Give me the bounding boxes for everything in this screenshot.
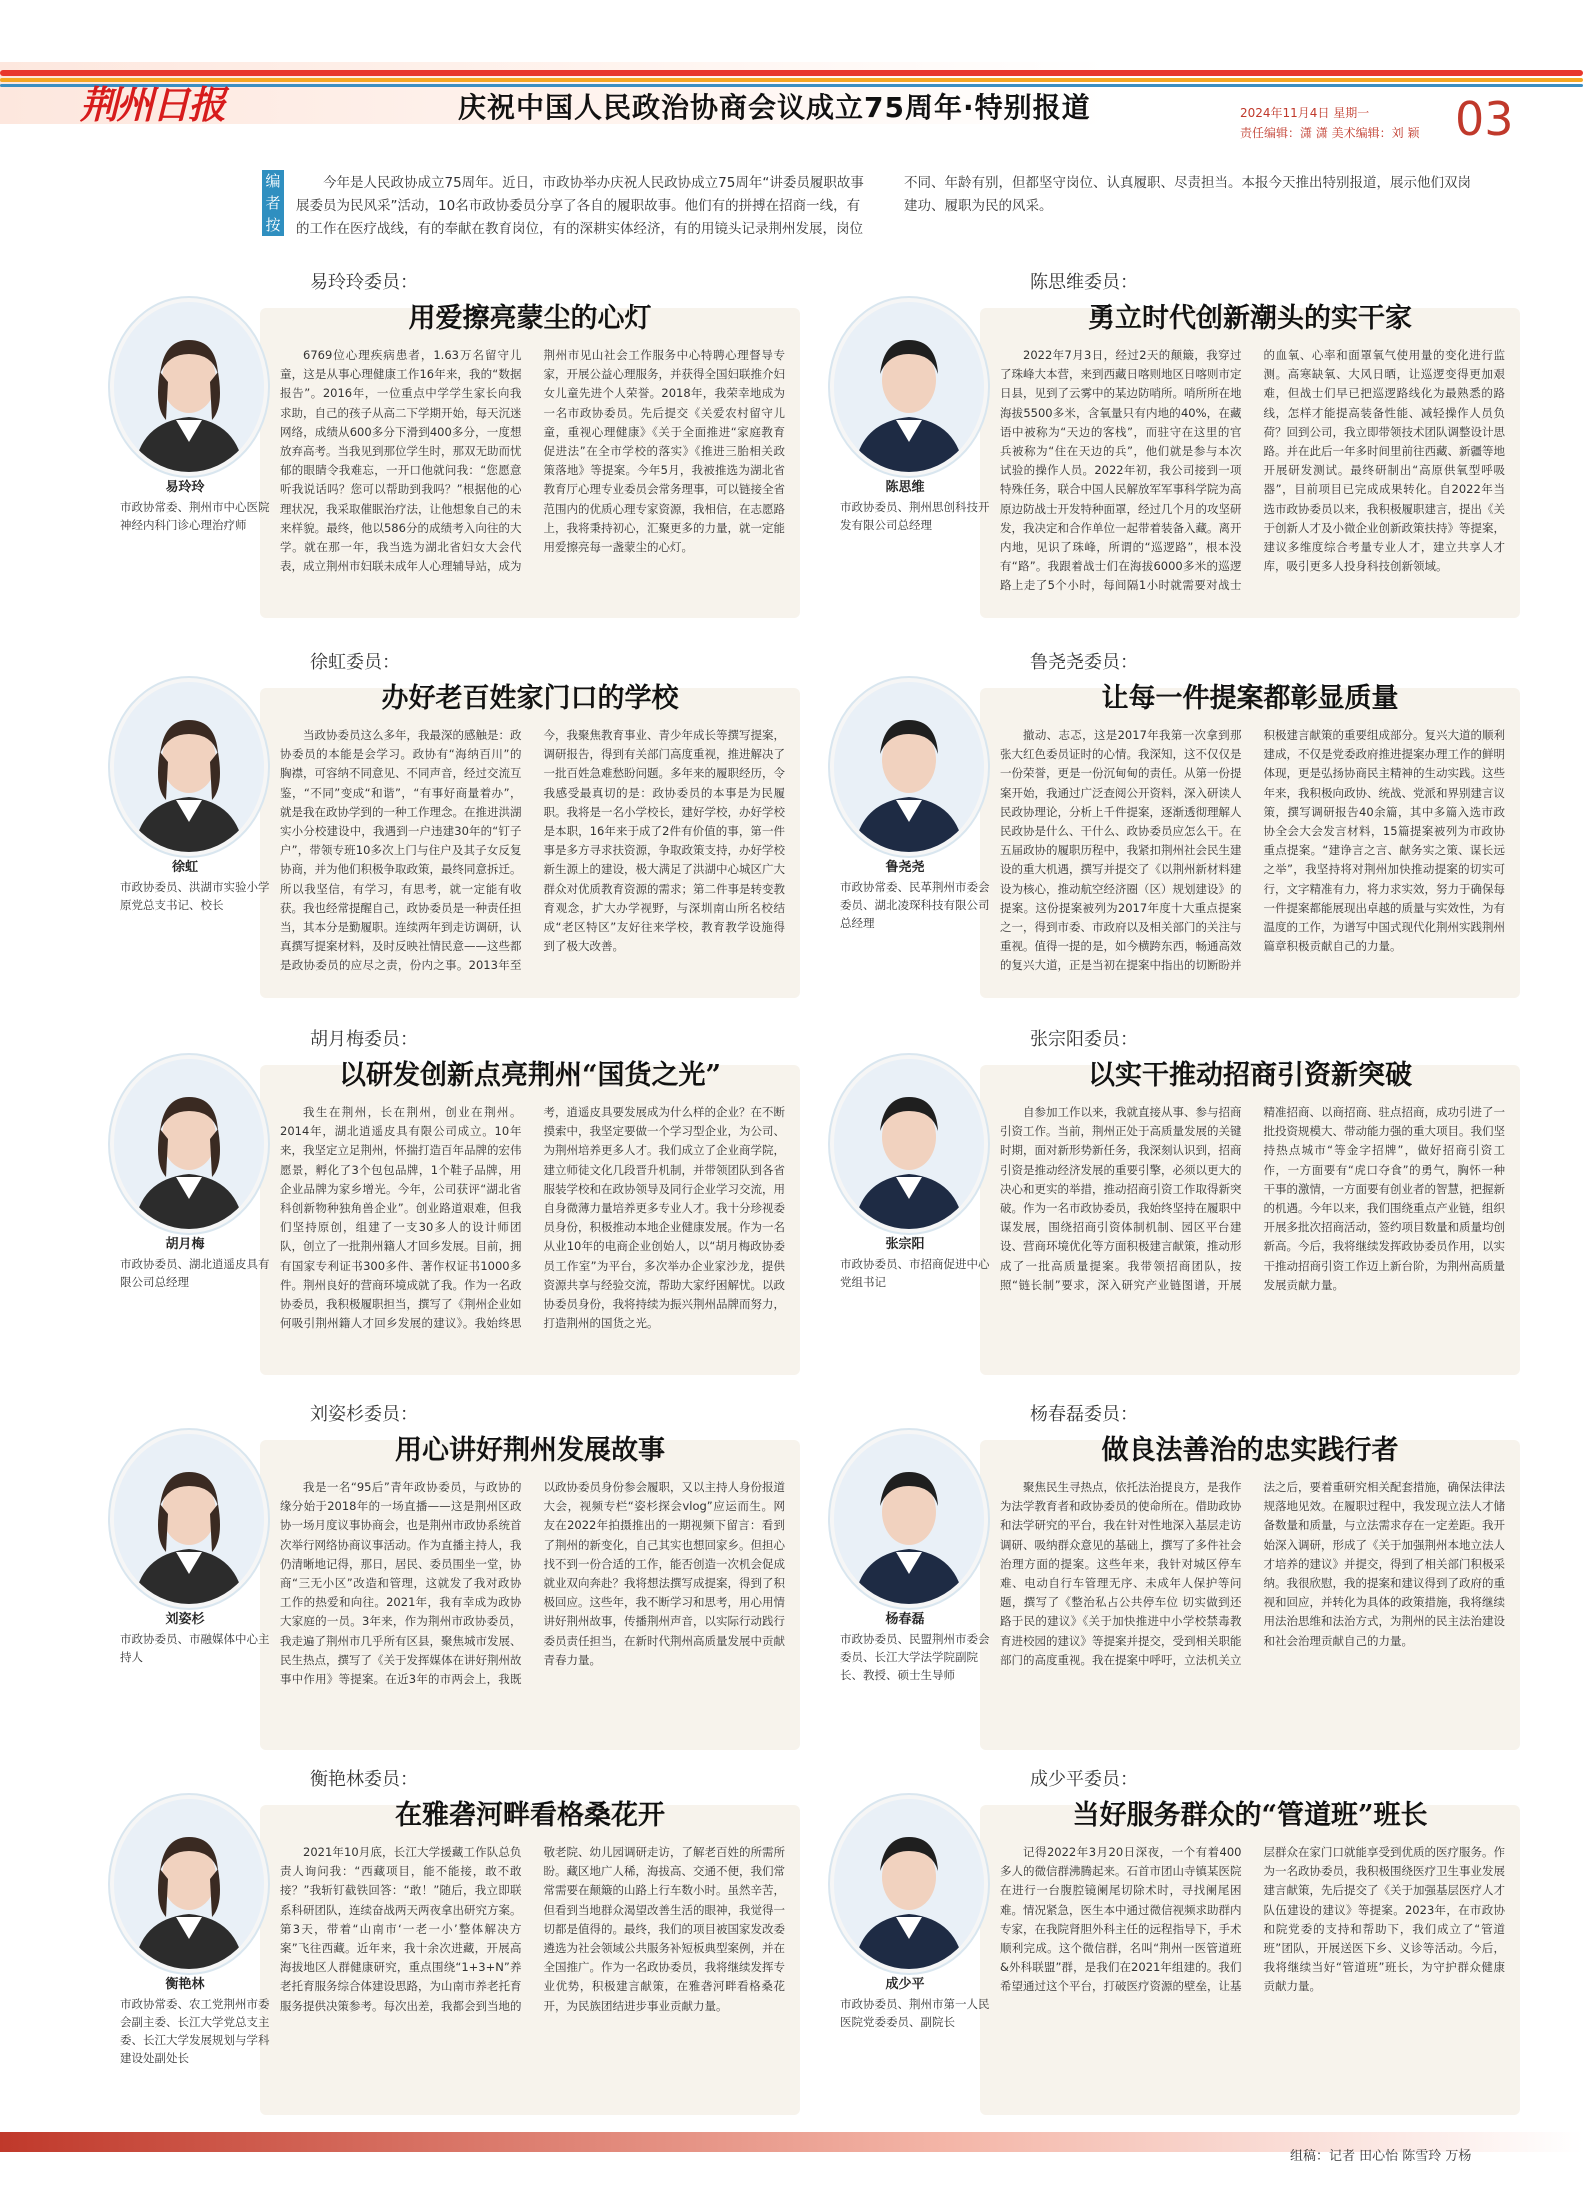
member-label: 易玲玲委员： (310, 272, 418, 293)
masthead-orange-stripe (0, 78, 1583, 82)
portrait-frame (100, 1785, 270, 1965)
person-name: 鲁尧尧 (885, 860, 925, 875)
editor-note-tag: 编者按 (262, 170, 284, 236)
portrait-illustration (834, 1799, 984, 1969)
profile-card (820, 1025, 1520, 1400)
person-name: 衡艳林 (165, 1977, 205, 1992)
person-name: 张宗阳 (885, 1237, 925, 1252)
member-label: 刘姿杉委员： (310, 1404, 418, 1425)
portrait-frame (820, 1420, 990, 1600)
member-label: 胡月梅委员： (310, 1029, 418, 1050)
portrait-photo (110, 678, 268, 856)
issue-date: 2024年11月4日 星期一 (1240, 106, 1370, 120)
article-body: 6769位心理疾病患者，1.63万名留守儿童，这是从事心理健康工作16年来，我的“数据报告”。2016年，一位重点中学学生家长向我求助，自己的孩子从高二下学期开始，每天沉迷网络，成绩从600多分下滑到400多分，一度想放弃高考。当我见到那位学生时，那双无助而忧郁的眼睛令我难忘，一开口他就问我：“您愿意听我说话吗？您可以帮助到我吗？”根据他的心理状况，我采取催眠治疗法，让他想象自己的未来样貌。最终，他以586分的成绩考入向往的大学。就在那一年，我当选为湖北省妇女大会代表，成立荆州市妇联未成年人心理辅导站，成为荆州市见山社会工作服务中心特聘心理督导专家，开展公益心理服务，并获得全国妇联推介妇女儿童先进个人荣誉。2018年，我荣幸地成为一名市政协委员。先后提交《关爱农村留守儿童，重视心理健康》《关于全面推进“家庭教育促进法”在全市学校的落实》《推进三胎相关政策落地》等提案。今年5月，我被推选为湖北省教育厅心理专业委员会常务理事，可以链接全省范围内的优质心理专家资源，我相信，在志愿路上，我将秉持初心，汇聚更多的力量，就一定能用爱擦亮每一盏蒙尘的心灯。 (280, 348, 785, 574)
portrait-illustration (114, 682, 264, 852)
portrait-illustration (114, 1434, 264, 1604)
member-label: 成少平委员： (1030, 1769, 1138, 1790)
article-body: 记得2022年3月20日深夜，一个有着400多人的微信群沸腾起来。石首市团山寺镇某医院在进行一台腹腔镜阑尾切除术时，寻找阑尾困难。情况紧急，医生本中通过微信视频求助群内专家，在我院肾胆外科主任的远程指导下，手术顺利完成。这个微信群，名叫“荆州一医管道班&外科联盟”群，是我们在2021年组建的。我们希望通过这个平台，打破医疗资源的壁垒，让基层群众在家门口就能享受到优质的医疗服务。作为一名政协委员，我积极围绕医疗卫生事业发展建言献策，先后提交了《关于加强基层医疗人才队伍建设的建议》等提案。2023年，在市政协和院党委的支持和帮助下，我们成立了“管道班”团队，开展送医下乡、义诊等活动。今后，我将继续当好“管道班”班长，为守护群众健康贡献力量。 (1000, 1845, 1505, 1994)
profile-card (100, 1400, 800, 1775)
portrait-photo (110, 1430, 268, 1608)
person-position: 市政协常委、农工党荆州市委会副主委、长江大学党总支主委、长江大学发展规划与学科建设处副处长 (120, 1997, 270, 2065)
masthead-red-stripe (0, 70, 1583, 76)
article-body: 2021年10月底，长江大学援藏工作队总负责人询问我：“西藏项目，能不能接，敢不敢接？”我斩钉截铁回答：“敢！”随后，我立即联系科研团队，连续奋战两天两夜拿出研究方案。第3天，带着“山南市‘一老一小’整体解决方案”飞往西藏。近年来，我十余次进藏，开展高海拔地区人群健康研究，重点围绕“1+3+N”养老托育服务综合体建设思路，为山南市养老托育服务提供决策参考。每次出差，我都会到当地的敬老院、幼儿园调研走访，了解老百姓的所需所盼。藏区地广人稀，海拔高、交通不便，我们常常需要在颠簸的山路上行车数小时。虽然辛苦，但看到当地群众渴望改善生活的眼神，我觉得一切都是值得的。最终，我们的项目被国家发改委遴选为社会领域公共服务补短板典型案例，并在全国推广。作为一名政协委员，我将继续发挥专业优势，积极建言献策，在雅砻河畔看格桑花开，为民族团结进步事业贡献力量。 (280, 1845, 785, 2013)
portrait-photo (110, 1055, 268, 1233)
page-number: 03 (1455, 92, 1514, 146)
article-headline: 以研发创新点亮荆州“国货之光” (338, 1060, 722, 1091)
person-position: 市政协委员、荆州市第一人民医院党委委员、副院长 (840, 1997, 990, 2029)
person-position: 市政协常委、荆州市中心医院神经内科门诊心理治疗师 (120, 500, 270, 532)
person-position: 市政协常委、民革荆州市委会委员、湖北凌琛科技有限公司总经理 (840, 880, 990, 930)
member-label: 鲁尧尧委员： (1030, 652, 1138, 673)
portrait-frame (820, 668, 990, 848)
portrait-illustration (114, 1799, 264, 1969)
profile-card (100, 1025, 800, 1400)
article-headline: 当好服务群众的“管道班”班长 (1072, 1800, 1428, 1831)
portrait-frame (100, 288, 270, 468)
profile-card (100, 1765, 800, 2140)
portrait-photo (110, 298, 268, 476)
article-headline: 在雅砻河畔看格桑花开 (395, 1800, 665, 1831)
article-body: 自参加工作以来，我就直接从事、参与招商引资工作。当前，荆州正处于高质量发展的关键时期，面对新形势新任务，我深刻认识到，招商引资是推动经济发展的重要引擎，必须以更大的决心和更实的举措，推动招商引资工作取得新突破。作为一名市政协委员，我始终坚持在履职中谋发展，围绕招商引资体制机制、园区平台建设、营商环境优化等方面积极建言献策，推动形成了一批高质量提案。我带领招商团队，按照“链长制”要求，深入研究产业链图谱，开展精准招商、以商招商、驻点招商，成功引进了一批投资规模大、带动能力强的重大项目。我们坚持热点城市“等金字招牌”，做好招商引资工作，一方面要有“虎口夺食”的勇气，胸怀一种干事的激情，一方面要有创业者的智慧，把握新的机遇。今年以来，我们围绕重点产业链，组织开展多批次招商活动，签约项目数量和质量均创新高。今后，我将继续发挥政协委员作用，以实干推动招商引资工作迈上新台阶，为荆州高质量发展贡献力量。 (1000, 1105, 1505, 1292)
portrait-frame (100, 668, 270, 848)
member-label: 陈思维委员： (1030, 272, 1138, 293)
person-position: 市政协委员、市招商促进中心党组书记 (840, 1257, 990, 1289)
portrait-illustration (834, 1434, 984, 1604)
person-name: 刘姿杉 (165, 1612, 205, 1627)
article-body: 撤动、志忑，这是2017年我第一次拿到那张大红色委员证时的心情。我深知，这不仅仅是一份荣誉，更是一份沉甸甸的责任。从第一份提案开始，我通过广泛查阅公开资料，深入研读人民政协理论，分析上千件提案，逐渐透彻理解人民政协是什么、干什么、政协委员应怎么干。在五届政协的履职历程中，我紧扣荆州社会民生建设的重大机遇，撰写并提交了《以荆州新材料建设为核心，推动航空经济圈（区）规划建设》的提案。这份提案被列为2017年度十大重点提案之一，得到市委、市政府以及相关部门的关注与重视。值得一提的是，如今横跨东西，畅通高效的复兴大道，正是当初在提案中指出的切断盼并积极建言献策的重要组成部分。复兴大道的顺利建成，不仅是党委政府推进提案办理工作的鲜明体现，更是弘扬协商民主精神的生动实践。这些年来，我积极向政协、统战、党派和界别建言议策，撰写调研报告40余篇，其中多篇入选市政协全会大会发言材料，15篇提案被列为市政协重点提案。“建诤言之言、献务实之策、谋长远之举”，我坚持将对荆州加快推动提案的切实可行，文字精准有力，将力求实效，努力于确保每一件提案都能展现出卓越的质量与实效性，为有温度的工作，为谱写中国式现代化荆州实践荆州篇章积极贡献自己的力量。 (1000, 728, 1505, 973)
newspaper-logo: 荆州日报 (80, 82, 225, 127)
profile-card (100, 268, 800, 643)
person-name: 徐虹 (171, 860, 198, 875)
article-body: 2022年7月3日，经过2天的颠簸，我穿过了珠峰大本营，来到西藏日喀则地区日喀则市定日县，见到了云雾中的某边防哨所。哨所所在地海拔5500多米，含氧量只有内地的40%，在藏语中被称为“天边的客栈”，而驻守在这里的官兵被称为“住在天边的兵”，他们就是参与本次试验的操作人员。2022年初，我公司接到一项特殊任务，联合中国人民解放军军事科学院为高原边防战士开发特种面罩，经过几个月的攻坚研发，我决定和合作单位一起带着装备入藏。离开内地，见识了珠峰，所谓的“巡逻路”，根本没有“路”。我跟着战士们在海拔6000多米的巡逻路上走了5个小时，每间隔1小时就需要对战士的血氧、心率和面罩氧气使用量的变化进行监测。高寒缺氧、大风日晒，让巡逻变得更加艰难，但战士们早已把巡逻路线化为最熟悉的路线，怎样才能提高装备性能、减轻操作人员负荷？回到公司，我立即带领技术团队调整设计思路。并在此后一年多时间里前往西藏、新疆等地开展研发测试。最终研制出“高原供氧型呼吸器”，目前项目已完成成果转化。自2022年当选市政协委员以来，我积极履职建言，提出《关于创新人才及小微企业创新政策扶持》等提案，建议多维度综合考量专业人才，建立共享人才库，吸引更多人投身科技创新领域。 (1000, 348, 1505, 593)
portrait-frame (100, 1420, 270, 1600)
portrait-photo (830, 1430, 988, 1608)
member-label: 杨春磊委员： (1030, 1404, 1138, 1425)
article-headline: 用心讲好荆州发展故事 (395, 1435, 665, 1466)
editor-note-text: 今年是人民政协成立75周年。近日，市政协举办庆祝人民政协成立75周年“讲委员履职故事 展委员为民风采”活动，10名市政协委员分享了各自的履职故事。他们有的拼搏在招商一线，有的工作在医疗战线，有的奉献在教育岗位，有的深耕实体经济，有的用镜头记录荆州发展，岗位不同、年龄有别，但都坚守岗位、认真履职、尽责担当。本报今天推出特别报道，展示他们双岗建功、履职为民的风采。 (296, 175, 1471, 237)
portrait-illustration (114, 302, 264, 472)
profile-card (100, 648, 800, 1023)
person-name: 易玲玲 (165, 480, 205, 495)
person-position: 市政协委员、洪湖市实验小学原党总支书记、校长 (120, 880, 270, 912)
person-name: 陈思维 (885, 480, 925, 495)
article-headline: 以实干推动招商引资新突破 (1088, 1060, 1412, 1091)
person-name: 胡月梅 (165, 1237, 205, 1252)
profile-card (820, 1765, 1520, 2140)
portrait-frame (820, 1045, 990, 1225)
member-label: 徐虹委员： (310, 652, 400, 673)
person-name: 杨春磊 (885, 1612, 925, 1627)
editor-credits: 责任编辑：潇 潇 美术编辑：刘 颖 (1240, 126, 1420, 140)
portrait-photo (110, 1795, 268, 1973)
portrait-photo (830, 678, 988, 856)
portrait-frame (820, 288, 990, 468)
article-headline: 勇立时代创新潮头的实干家 (1088, 303, 1412, 334)
person-position: 市政协委员、市融媒体中心主持人 (120, 1632, 270, 1664)
portrait-illustration (834, 1059, 984, 1229)
article-body: 当政协委员这么多年，我最深的感触是：政协委员的本能是会学习。政协有“海纳百川”的胸襟，可容纳不同意见、不同声音，经过交流互鉴，“不同”变成“和谐”，“有事好商量着办”，就是我在政协学到的一种工作理念。在推进洪湖实小分校建设中，我遇到一户违建30年的“钉子户”，带领专班10多次上门与住户及其子女反复协商，并为他们积极争取政策，最终同意拆迁。所以我坚信，有学习，有思考，就一定能有收获。我也经常提醒自己，政协委员是一种责任担当，其本分是勤履职。连续两年到走访调研，认真撰写提案材料，及时反映社情民意——这些都是政协委员的应尽之责，份内之事。2013年至今，我聚焦教育事业、青少年成长等撰写提案，调研报告，得到有关部门高度重视，推进解决了一批百姓急难愁盼问题。多年来的履职经历，令我感受最真切的是：政协委员的本事是为民履职。我将是一名小学校长，建好学校，办好学校是本职，16年来于成了2件有价值的事，第一件事是多方寻求扶资源，争取政策支持，办好学校新生源上的建设，极大满足了洪湖中心城区广大群众对优质教育资源的需求；第二件事是转变教育观念，扩大办学视野，与深圳南山所名校结成“老区特区”友好往来学校，教育教学设施得到了极大改善。 (280, 728, 785, 973)
person-position: 市政协委员、民盟荆州市委会委员、长江大学法学院副院长、教授、硕士生导师 (840, 1632, 990, 1682)
portrait-photo (830, 298, 988, 476)
portrait-photo (830, 1795, 988, 1973)
portrait-illustration (114, 1059, 264, 1229)
portrait-illustration (834, 302, 984, 472)
portrait-frame (100, 1045, 270, 1225)
person-name: 成少平 (885, 1977, 925, 1992)
portrait-photo (830, 1055, 988, 1233)
article-headline: 做良法善治的忠实践行者 (1101, 1435, 1399, 1466)
person-position: 市政协委员、荆州思创科技开发有限公司总经理 (840, 500, 990, 532)
footer-credits: 组稿：记者 田心怡 陈雪玲 万杨 (1290, 2149, 1472, 2164)
banner-title: 庆祝中国人民政治协商会议成立75周年·特别报道 (458, 91, 1091, 124)
profile-card (820, 268, 1520, 643)
profile-card (820, 1400, 1520, 1775)
person-position: 市政协委员、湖北逍遥皮具有限公司总经理 (120, 1257, 270, 1289)
profile-card (820, 648, 1520, 1023)
article-body: 我生在荆州，长在荆州，创业在荆州。2014年，湖北逍遥皮具有限公司成立。10年来，我坚定立足荆州，怀揣打造百年品牌的宏伟愿景，孵化了3个包包品牌，1个鞋子品牌，用企业品牌为家乡增光。今年，公司获评“湖北省科创新物种独角兽企业”。创业路道艰难，但我们坚持原创，组建了一支30多人的设计师团队，创立了一批荆州籍人才回乡发展。目前，拥有国家专利证书300多件、著作权证书1000多件。荆州良好的营商环境成就了我。作为一名政协委员，我积极履职担当，撰写了《荆州企业如何吸引荆州籍人才回乡发展的建议》。我始终思考，逍遥皮具要发展成为什么样的企业？在不断摸索中，我坚定要做一个学习型企业，为公司、为荆州培养更多人才。我们成立了企业商学院，建立师徒文化几段晋升机制，并带领团队到各省服装学校和在政协领导及同行企业学习交流，用自身微薄力量培养更多专业人才。我十分珍视委员身份，积极推动本地企业健康发展。作为一名从业10年的电商企业创始人，以“胡月梅政协委员工作室”为平台，多次举办企业家沙龙，提供资源共享与经验交流，帮助大家纾困解忧。以政协委员身份，我将持续为振兴荆州品牌而努力，打造荆州的国货之光。 (280, 1105, 785, 1331)
portrait-illustration (834, 682, 984, 852)
member-label: 衡艳林委员： (310, 1769, 418, 1790)
portrait-frame (820, 1785, 990, 1965)
article-body: 我是一名“95后”青年政协委员，与政协的缘分始于2018年的一场直播——这是荆州区政协一场月度议事协商会，也是荆州市政协系统首次举行网络协商议事活动。作为直播主持人，我仍清晰地记得，那日，居民、委员围坐一堂，协商“三无小区”改造和管理，这就发了我对政协工作的热爱和向往。2021年，我有幸成为政协大家庭的一员。3年来，作为荆州市政协委员，我走遍了荆州市几乎所有区县，聚焦城市发展、民生热点，撰写了《关于发挥媒体在讲好荆州故事中作用》等提案。在近3年的市两会上，我既以政协委员身份参会履职，又以主持人身份报道大会，视频专栏“姿杉探会vlog”应运而生。网友在2022年拍摄推出的一期视频下留言：看到了荆州的新变化，自己其实也想回家乡。但担心找不到一份合适的工作，能否创造一次机会促成就业双向奔赴？我将想法撰写成提案，得到了积极回应。这些年，我不断学习和思考，用心用情讲好荆州故事，传播荆州声音，以实际行动践行委员责任担当，在新时代荆州高质量发展中贡献青春力量。 (280, 1480, 785, 1687)
article-headline: 让每一件提案都彰显质量 (1101, 683, 1399, 714)
article-body: 聚焦民生寻热点，依托法治提良方，是我作为法学教育者和政协委员的使命所在。借助政协和法学研究的平台，我在针对性地深入基层走访调研、吸纳群众意见的基础上，撰写了多件社会治理方面的提案。这些年来，我针对城区停车难、电动自行车管理无序、未成年人保护等问题，撰写了《整治私占公共停车位 切实做到还路于民的建议》《关于加快推进中小学校禁毒教育进校园的建议》等提案并提交，受到相关职能部门的高度重视。我在提案中呼吁，立法机关立法之后，要着重研究相关配套措施，确保法律法规落地见效。在履职过程中，我发现立法人才储备数量和质量，与立法需求存在一定差距。我开始深入调研，形成了《关于加强荆州本地立法人才培养的建议》并提交，得到了相关部门积极采纳。我很欣慰，我的提案和建议得到了政府的重视和回应，并转化为具体的政策措施，我将继续用法治思维和法治方式，为荆州的民主法治建设和社会治理贡献自己的力量。 (1000, 1480, 1505, 1667)
article-headline: 用爱擦亮蒙尘的心灯 (408, 303, 652, 334)
article-headline: 办好老百姓家门口的学校 (381, 683, 679, 714)
member-label: 张宗阳委员： (1030, 1029, 1138, 1050)
